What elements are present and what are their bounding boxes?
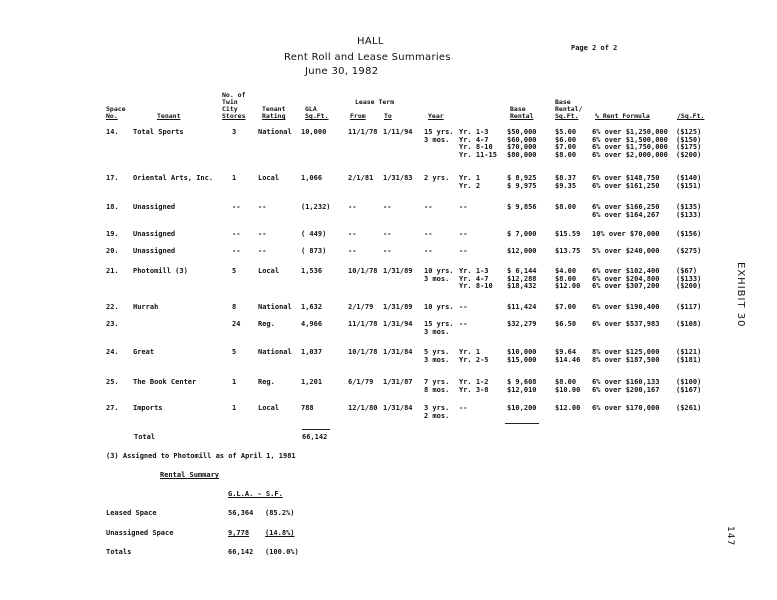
row-space-no: 24. [106,348,119,356]
row-year: Yr. 2-5 [459,355,489,364]
row-space-no: 27. [106,404,119,412]
row-space-no: 23. [106,320,119,328]
row-gla: 788 [301,404,314,412]
row-space-no: 22. [106,303,119,311]
row-base-rental: $ 9,608 [507,378,537,386]
row-base-rental-sqft: $9.64 [555,348,577,356]
document-subtitle: Rent Roll and Lease Summaries [284,52,451,63]
row-lease-from: 10/1/78 [348,267,378,275]
row-base-rental-sqft: $12.00 [555,282,581,290]
row-year: Yr. 8-10 [459,282,493,290]
row-per-sqft: ($167) [676,385,702,394]
row-rent-formula: 6% over $102,400 [592,267,660,275]
row-term: 3 mos. [424,274,450,283]
row-year: Yr. 11-15 [459,150,497,159]
row-tenant: Photomill (3) [133,267,188,275]
row-year: Yr. 1-3 [459,267,489,275]
row-per-sqft: ($125) [676,128,702,136]
row-space-no: 19. [106,230,119,238]
row-lease-to: 1/31/84 [383,348,413,356]
row-base-rental: $32,279 [507,320,537,328]
row-tenant: Total Sports [133,128,184,136]
header-base-rental-sqft: Rental/ [555,105,583,113]
row-stores: -- [232,203,241,211]
row-stores: 3 [232,128,237,136]
row-year: -- [459,203,468,211]
row-base-rental-sqft: $12.00 [555,404,581,412]
total-label: Total [134,433,156,441]
header-rent-formula: % Rent Formula [595,112,650,120]
header-space-no: Space [106,105,126,113]
summary-value: 66,142 [228,548,254,556]
row-stores: 5 [232,348,237,356]
row-base-rental-sqft: $8.00 [555,203,577,211]
row-tenant: Hurrah [133,303,159,311]
total-gla: 66,142 [302,433,328,441]
row-year: -- [459,247,468,255]
header-gla: Sq.Ft. [305,112,329,120]
row-year: -- [459,404,468,412]
row-rating: Reg. [258,320,275,328]
header-stores: Twin [222,98,238,106]
row-base-rental: $ 8,925 [507,174,537,182]
row-lease-to: -- [383,203,392,211]
header-from: From [350,112,366,120]
row-rating: -- [258,230,267,238]
row-base-rental: $10,000 [507,348,537,356]
header-to: To [384,112,392,120]
row-base-rental: $12,010 [507,385,537,394]
row-lease-from: 12/1/80 [348,404,378,412]
row-per-sqft: ($261) [676,404,702,412]
header-stores: Stores [222,112,246,120]
summary-value: 9,778 [228,529,250,537]
row-term: 15 yrs. [424,320,454,328]
row-year: Yr. 8-10 [459,143,493,151]
row-space-no: 21. [106,267,119,275]
row-stores: -- [232,230,241,238]
row-space-no: 25. [106,378,119,386]
row-term: 15 yrs. [424,128,454,136]
row-rent-formula: 6% over $164,267 [592,210,660,219]
row-base-rental-sqft: $7.00 [555,303,577,311]
row-space-no: 14. [106,128,119,136]
row-base-rental: $15,000 [507,355,537,364]
row-base-rental-sqft: $5.00 [555,128,577,136]
row-base-rental: $50,000 [507,128,537,136]
row-base-rental-sqft: $8.00 [555,150,577,159]
row-gla: 1,037 [301,348,323,356]
row-tenant: Oriental Arts, Inc. [133,174,214,182]
row-base-rental: $ 6,144 [507,267,537,275]
row-rating: -- [258,247,267,255]
row-term: -- [424,247,433,255]
row-rent-formula: 6% over $160,133 [592,378,660,386]
row-gla: 10,000 [301,128,327,136]
row-rent-formula: 8% over $125,000 [592,348,660,356]
row-year: Yr. 4-7 [459,135,489,144]
row-base-rental: $12,288 [507,274,537,283]
row-gla: ( 449) [301,230,327,238]
row-per-sqft: ($200) [676,282,702,290]
row-base-rental: $10,200 [507,404,537,412]
row-lease-to: 1/31/89 [383,303,413,311]
row-rent-formula: 6% over $190,400 [592,303,660,311]
page-number: 147 [725,526,735,547]
header-space-no: No. [106,112,118,120]
row-year: Yr. 1-2 [459,378,489,386]
row-base-rental-sqft: $10.00 [555,385,581,394]
row-term: 2 mos. [424,411,450,420]
row-lease-to: -- [383,230,392,238]
row-lease-from: 11/1/78 [348,320,378,328]
header-base-rental: Base [510,105,526,113]
row-per-sqft: ($100) [676,378,702,386]
row-space-no: 20. [106,247,119,255]
row-term: 3 mos. [424,135,450,144]
row-base-rental-sqft: $8.37 [555,174,577,182]
summary-percent: (100.0%) [265,548,299,556]
header-tenant: Tenant [157,112,181,120]
row-term: 3 mos. [424,355,450,364]
row-per-sqft: ($151) [676,181,702,190]
row-per-sqft: ($175) [676,143,702,151]
header-base-rental-sqft: Sq.Ft. [555,112,579,120]
row-gla: (1,232) [301,203,331,211]
row-rent-formula: 6% over $166,250 [592,203,660,211]
row-tenant: Unassigned [133,247,176,255]
row-term: 10 yrs. [424,267,454,275]
row-rent-formula: 6% over $161,250 [592,181,660,190]
row-rent-formula: 8% over $187,500 [592,355,660,364]
row-per-sqft: ($140) [676,174,702,182]
row-tenant: Unassigned [133,203,176,211]
row-space-no: 18. [106,203,119,211]
row-rating: Reg. [258,378,275,386]
row-lease-to: -- [383,247,392,255]
row-base-rental-sqft: $8.00 [555,378,577,386]
row-base-rental-sqft: $6.50 [555,320,577,328]
summary-label: Unassigned Space [106,529,174,537]
row-term: 10 yrs. [424,303,454,311]
summary-label: Leased Space [106,509,157,517]
header-lease-term: Lease Term [355,98,395,106]
row-per-sqft: ($135) [676,203,702,211]
row-per-sqft: ($156) [676,230,702,238]
row-per-sqft: ($181) [676,355,702,364]
row-lease-from: -- [348,230,357,238]
row-rating: -- [258,203,267,211]
rent-rule [505,423,539,424]
row-term: 5 yrs. [424,348,450,356]
row-stores: 24 [232,320,241,328]
summary-col-header: G.L.A. - S.F. [228,490,283,498]
row-lease-from: 2/1/81 [348,174,374,182]
row-per-sqft: ($117) [676,303,702,311]
row-year: Yr. 2 [459,181,481,190]
row-rating: National [258,303,292,311]
row-base-rental-sqft: $4.00 [555,267,577,275]
row-stores: 1 [232,174,237,182]
row-gla: 1,632 [301,303,323,311]
document-date: June 30, 1982 [305,66,379,77]
row-term: -- [424,203,433,211]
header-year: Year [428,112,444,120]
row-rent-formula: 6% over $2,000,000 [592,150,668,159]
row-base-rental-sqft: $14.46 [555,355,581,364]
row-gla: 4,966 [301,320,323,328]
row-per-sqft: ($275) [676,247,702,255]
row-base-rental: $ 9,975 [507,181,537,190]
row-base-rental: $18,432 [507,282,537,290]
row-rating: Local [258,174,280,182]
row-gla: ( 873) [301,247,327,255]
header-rating: Tenant [262,105,286,113]
row-per-sqft: ($121) [676,348,702,356]
header-per-sqft: /Sq.Ft. [677,112,705,120]
row-year: -- [459,303,468,311]
row-lease-to: 1/31/89 [383,267,413,275]
row-rent-formula: 10% over $70,000 [592,230,660,238]
page-label: Page 2 of 2 [571,44,618,52]
row-rent-formula: 6% over $307,200 [592,282,660,290]
row-lease-to: 1/31/87 [383,378,413,386]
row-tenant: Imports [133,404,163,412]
row-base-rental-sqft: $6.00 [555,135,577,144]
row-base-rental-sqft: $13.75 [555,247,581,255]
summary-value: 56,364 [228,509,254,517]
row-stores: 8 [232,303,237,311]
row-base-rental: $60,000 [507,135,537,144]
row-rent-formula: 6% over $1,250,000 [592,128,668,136]
document-title: HALL [357,36,384,47]
row-per-sqft: ($108) [676,320,702,328]
row-tenant: The Book Center [133,378,197,386]
row-lease-from: 11/1/78 [348,128,378,136]
row-stores: -- [232,247,241,255]
row-term: 3 mos. [424,327,450,336]
row-rent-formula: 5% over $240,000 [592,247,660,255]
row-gla: 1,066 [301,174,323,182]
summary-percent: (14.8%) [265,529,295,537]
summary-title: Rental Summary [160,471,220,479]
header-base-rental-sqft: Base [555,98,571,106]
row-lease-to: 1/31/84 [383,404,413,412]
row-per-sqft: ($133) [676,210,702,219]
row-year: Yr. 4-7 [459,274,489,283]
row-term: 8 mos. [424,385,450,394]
summary-percent: (85.2%) [265,509,295,517]
header-stores: City [222,105,238,113]
row-term: 3 yrs. [424,404,450,412]
row-term: 7 yrs. [424,378,450,386]
row-rent-formula: 6% over $170,000 [592,404,660,412]
header-stores: No. of [222,91,246,99]
row-base-rental: $ 7,000 [507,230,537,238]
row-rating: National [258,348,292,356]
total-rule [302,429,330,430]
summary-label: Totals [106,548,132,556]
row-per-sqft: ($133) [676,274,702,283]
row-base-rental: $80,000 [507,150,537,159]
row-per-sqft: ($150) [676,135,702,144]
row-rating: Local [258,267,280,275]
row-lease-from: -- [348,247,357,255]
row-base-rental: $12,000 [507,247,537,255]
header-rating: Rating [262,112,286,120]
row-rating: Local [258,404,280,412]
row-gla: 1,536 [301,267,323,275]
row-year: Yr. 3-8 [459,385,489,394]
row-per-sqft: ($200) [676,150,702,159]
row-tenant: Unassigned [133,230,176,238]
row-base-rental-sqft: $8.00 [555,274,577,283]
row-base-rental-sqft: $7.00 [555,143,577,151]
row-space-no: 17. [106,174,119,182]
row-rent-formula: 6% over $1,750,000 [592,143,668,151]
row-stores: 5 [232,267,237,275]
row-gla: 1,201 [301,378,323,386]
row-year: -- [459,320,468,328]
row-lease-to: 1/31/83 [383,174,413,182]
row-year: -- [459,230,468,238]
row-lease-to: 1/31/94 [383,320,413,328]
footnote: (3) Assigned to Photomill as of April 1, 1981 [106,452,296,460]
row-term: 2 yrs. [424,174,450,182]
exhibit-label: EXHIBIT 30 [735,262,746,328]
row-base-rental-sqft: $15.59 [555,230,581,238]
row-lease-to: 1/11/94 [383,128,413,136]
row-lease-from: -- [348,203,357,211]
row-lease-from: 2/1/79 [348,303,374,311]
row-term: -- [424,230,433,238]
row-rent-formula: 6% over $204,800 [592,274,660,283]
row-base-rental: $11,424 [507,303,537,311]
row-rent-formula: 6% over $537,983 [592,320,660,328]
header-base-rental: Rental [510,112,534,120]
row-base-rental: $ 9,856 [507,203,537,211]
row-per-sqft: ($67) [676,267,698,275]
row-rent-formula: 6% over $200,167 [592,385,660,394]
row-tenant: Great [133,348,155,356]
row-stores: 1 [232,378,237,386]
row-base-rental-sqft: $9.35 [555,181,577,190]
header-gla: GLA [305,105,317,113]
row-rent-formula: 6% over $148,750 [592,174,660,182]
row-rating: National [258,128,292,136]
row-rent-formula: 6% over $1,500,000 [592,135,668,144]
row-year: Yr. 1-3 [459,128,489,136]
row-lease-from: 10/1/78 [348,348,378,356]
row-lease-from: 6/1/79 [348,378,374,386]
row-base-rental: $70,000 [507,143,537,151]
row-year: Yr. 1 [459,174,481,182]
row-year: Yr. 1 [459,348,481,356]
row-stores: 1 [232,404,237,412]
